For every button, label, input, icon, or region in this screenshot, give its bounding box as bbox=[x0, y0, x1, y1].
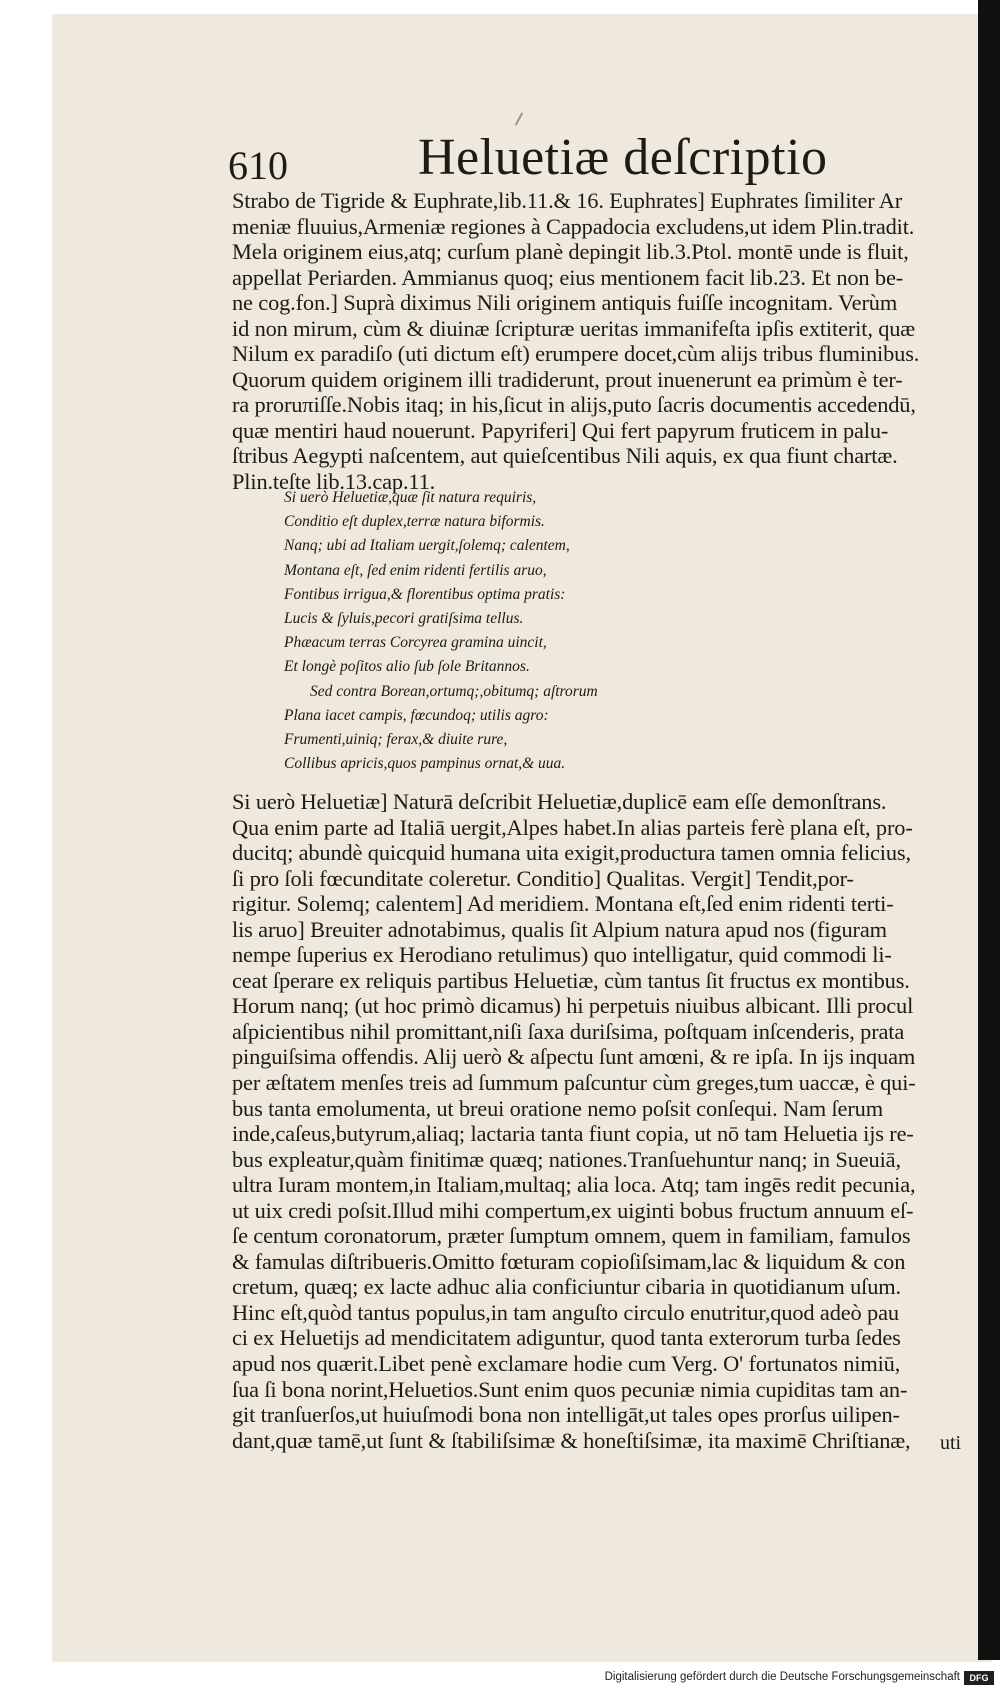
commentary-bottom bbox=[232, 789, 974, 1453]
text-line: & famulas diſtribueris.Omitto fœturam copioſiſsimam,lac & liquidum & con bbox=[232, 1248, 906, 1274]
text-line: Mela originem eius,atq; curſum planè depingit lib.3.Ptol. montē unde is fluit, bbox=[232, 239, 909, 265]
verse-line: Plana iacet campis, fœcundoq; utilis agro: bbox=[284, 706, 549, 724]
verse-line: Lucis & ſyluis,pecori gratiſsima tellus. bbox=[284, 609, 524, 627]
text-line: Hinc eſt,quòd tantus populus,in tam anguſto circulo enutritur,quod adeò pau bbox=[232, 1299, 899, 1325]
text-line: aſpicientibus nihil promittant,niſi ſaxa duriſsima, poſtquam inſcenderis, prata bbox=[232, 1018, 905, 1044]
text-line: Plin.teſte lib.13.cap.11. bbox=[232, 469, 436, 495]
text-line: appellat Periarden. Ammianus quoq; eius mentionem facit lib.23. Et non be- bbox=[232, 264, 904, 290]
text-line: Si uerò Heluetiæ] Naturā deſcribit Heluetiæ,duplicē eam eſſe demonſtrans. bbox=[232, 789, 887, 814]
verse-line: Frumenti,uiniq; ferax,& diuite rure, bbox=[284, 730, 508, 748]
verse-block bbox=[284, 486, 744, 776]
text-line: ne cog.fon.] Suprà diximus Nili originem antiquis fuiſſe incognitam. Verùm bbox=[232, 290, 898, 316]
verse-line: Conditio eſt duplex,terræ natura biformis. bbox=[284, 513, 545, 531]
verse-line: Montana eſt, ſed enim ridenti fertilis aruo, bbox=[284, 561, 547, 579]
funding-credit: Digitalisierung gefördert durch die Deutsche Forschungsgemeinschaft bbox=[604, 1671, 960, 1683]
text-line: meniæ fluuius,Armeniæ regiones à Cappadocia excludens,ut idem Plin.tradit. bbox=[232, 213, 915, 239]
text-line: ultra Iuram montem,in Italiam,multaq; alia loca. Atq; tam ingēs redit pecunia, bbox=[232, 1172, 916, 1198]
text-line: per æſtatem menſes treis ad ſummum paſcuntur cùm greges,tum uaccæ, è qui- bbox=[232, 1070, 916, 1096]
verse-line: Collibus apricis,quos pampinus ornat,& uua. bbox=[284, 755, 566, 773]
text-line: ſtribus Aegypti naſcentem, aut quieſcentibus Nili aquis, ex qua fiunt chartæ. bbox=[232, 443, 898, 469]
text-line: nempe ſuperius ex Herodiano retulimus) quo intelligatur, quid commodi li- bbox=[232, 942, 892, 968]
text-line: quæ mentiri haud nouerunt. Papyriferi] Qui fert papyrum fruticem in palu- bbox=[232, 417, 889, 443]
catchword: uti bbox=[940, 1432, 962, 1454]
running-title: Heluetiæ deſcriptio bbox=[418, 129, 828, 186]
text-line: cretum, quæq; ex lacte adhuc alia conficiuntur cibaria in quotidianum uſum. bbox=[232, 1274, 901, 1300]
text-line: ducitq; abundè quicquid humana uita exigit,productura tamen omnia felicius, bbox=[232, 840, 911, 866]
text-line: Nilum ex paradiſo (uti dictum eſt) erumpere docet,cùm alijs tribus fluminibus. bbox=[232, 341, 920, 367]
text-line: ſi pro ſoli fœcunditate coleretur. Conditio] Qualitas. Vergit] Tendit,por- bbox=[232, 865, 854, 891]
verse-line: Sed contra Borean,ortumq;,obitumq; aſtrorum bbox=[310, 682, 598, 700]
text-line: rigitur. Solemq; calentem] Ad meridiem. Montana eſt,ſed enim ridenti terti- bbox=[232, 891, 894, 917]
text-line: apud nos quærit.Libet penè exclamare hodie cum Verg. O' fortunatos nimiū, bbox=[232, 1351, 901, 1377]
digitization-footer bbox=[0, 1669, 1000, 1690]
text-line: id non mirum, cùm & diuinæ ſcripturæ ueritas immanifeſta ipſis extiterit, quæ bbox=[232, 315, 916, 341]
text-line: ut uix credi poſsit.Illud mihi compertum,ex uiginti bobus fructum annuum eſ- bbox=[232, 1197, 914, 1223]
text-line: ceat ſperare ex reliquis partibus Heluetiæ, cùm tantus ſit fructus ex montibus. bbox=[232, 967, 910, 993]
text-line: Qua enim parte ad Italiā uergit,Alpes habet.In alias parteis ferè plana eſt, pro- bbox=[232, 814, 913, 840]
verse-line: Phæacum terras Corcyrea gramina uincit, bbox=[284, 634, 547, 652]
text-line: bus expleatur,quàm finitimæ quæq; nationes.Tranſuehuntur nanq; in Sueuiā, bbox=[232, 1146, 901, 1172]
page-number: 610 bbox=[228, 143, 288, 188]
text-line: ci ex Heluetijs ad mendicitatem adiguntur, quod tanta exterorum turba ſedes bbox=[232, 1325, 901, 1351]
text-line: ſe centum coronatorum, præter ſumptum omnem, quem in familiam, famulos bbox=[232, 1223, 911, 1249]
text-line: ra proruπiſſe.Nobis itaq; in his,ſicut in alijs,puto ſacris documentis accedendū, bbox=[232, 392, 916, 418]
text-line: Strabo de Tigride & Euphrate,lib.11.& 16. Euphrates] Euphrates ſimiliter Ar bbox=[232, 188, 903, 213]
text-line: pinguiſsima offendis. Alij uerò & aſpectu ſunt amœni, & re ipſa. In ijs inquam bbox=[232, 1044, 916, 1070]
text-line: bus tanta emolumenta, ut breui oratione nemo poſsit conſequi. Nam ſerum bbox=[232, 1095, 883, 1121]
text-line: inde,caſeus,butyrum,aliaq; lactaria tanta fiunt copia, ut nō tam Heluetia ijs re- bbox=[232, 1121, 914, 1147]
text-line: git tranſuerſos,ut huiuſmodi bona non intelligāt,ut tales opes prorſus uilipen- bbox=[232, 1402, 900, 1428]
verse-line: Nanq; ubi ad Italiam uergit,ſolemq; calentem, bbox=[284, 537, 570, 555]
commentary-top bbox=[232, 188, 974, 495]
page-edge-shadow bbox=[978, 0, 1000, 1660]
text-line: Horum nanq; (ut hoc primò dicamus) hi perpetuis niuibus albicant. Illi procul bbox=[232, 993, 914, 1019]
verse-line: Si uerò Heluetiæ,quæ ſit natura requiris, bbox=[284, 489, 537, 506]
verse-line: Fontibus irrigua,& florentibus optima pratis: bbox=[284, 585, 566, 603]
text-line: dant,quæ tamē,ut ſunt & ſtabiliſsimæ & honeſtiſsimæ, ita maximē Chriſtianæ, bbox=[232, 1427, 911, 1453]
text-line: lis aruo] Breuiter adnotabimus, qualis ſit Alpium natura apud nos (figuram bbox=[232, 916, 887, 942]
verse-line: Et longè poſitos alio ſub ſole Britannos. bbox=[284, 658, 530, 676]
text-line: ſua ſi bona norint,Heluetios.Sunt enim quos pecuniæ nimia cupiditas tam an- bbox=[232, 1376, 908, 1402]
dfg-logo-icon: DFG bbox=[964, 1671, 994, 1685]
text-line: Quorum quidem originem illi tradiderunt, prout inuenerunt ea primùm è ter- bbox=[232, 366, 903, 392]
